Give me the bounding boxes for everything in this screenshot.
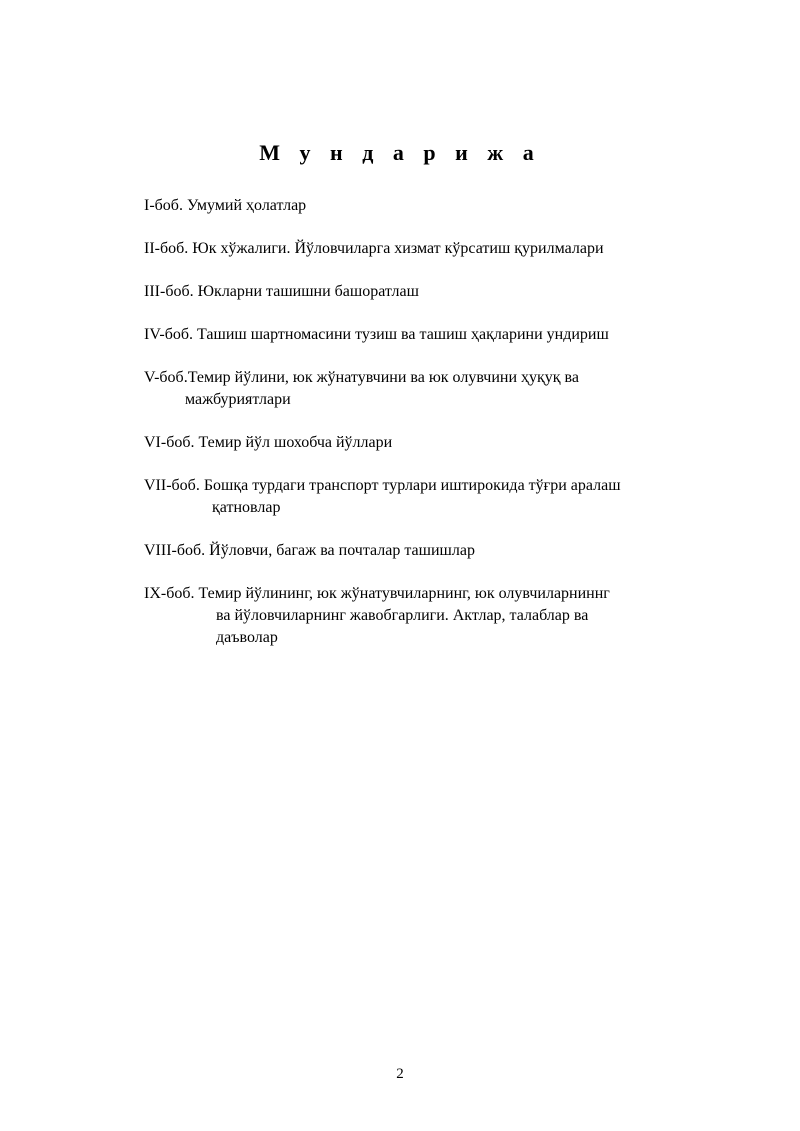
toc-item-text: IX-боб. Темир йўлининг, юк жўнатувчиларнинг, юк олувчиларниннг	[144, 585, 610, 602]
toc-item-chapter-4	[144, 324, 744, 346]
toc-item-text-continuation: мажбуриятлари	[185, 391, 291, 408]
toc-item-chapter-9	[144, 583, 744, 649]
toc-item-text: VI-боб. Темир йўл шохобча йўллари	[144, 434, 393, 451]
page-number: 2	[396, 1066, 404, 1082]
toc-item-chapter-2	[144, 238, 744, 260]
toc-item-chapter-8	[144, 540, 744, 562]
toc-item-text: VIII-боб. Йўловчи, багаж ва почталар ташишлар	[144, 542, 475, 559]
toc-item-chapter-5	[144, 367, 744, 411]
toc-item-text-continuation: қатновлар	[212, 499, 281, 516]
toc-item-chapter-7	[144, 475, 744, 519]
toc-item-chapter-1	[144, 195, 744, 217]
toc-item-chapter-3	[144, 281, 744, 303]
toc-item-text: V-боб.Темир йўлини, юк жўнатувчини ва юк олувчини ҳуқуқ ва	[144, 369, 579, 386]
table-of-contents	[144, 195, 744, 670]
toc-item-chapter-6	[144, 432, 744, 454]
toc-item-text: VII-боб. Бошқа турдаги транспорт турлари иштирокида тўғри аралаш	[144, 477, 621, 494]
toc-item-text: III-боб. Юкларни ташишни башоратлаш	[144, 283, 419, 300]
toc-item-text-continuation: ва йўловчиларнинг жавобгарлиги. Актлар, талаблар ва	[216, 607, 589, 624]
toc-item-text: I-боб. Умумий ҳолатлар	[144, 197, 307, 214]
toc-item-text: II-боб. Юк хўжалиги. Йўловчиларга хизмат кўрсатиш қурилмалари	[144, 240, 604, 257]
toc-item-text: IV-боб. Ташиш шартномасини тузиш ва ташиш ҳақларини ундириш	[144, 326, 609, 343]
toc-item-text-continuation: даъволар	[216, 629, 278, 646]
page-title: М у н д а р и ж а	[259, 140, 541, 165]
